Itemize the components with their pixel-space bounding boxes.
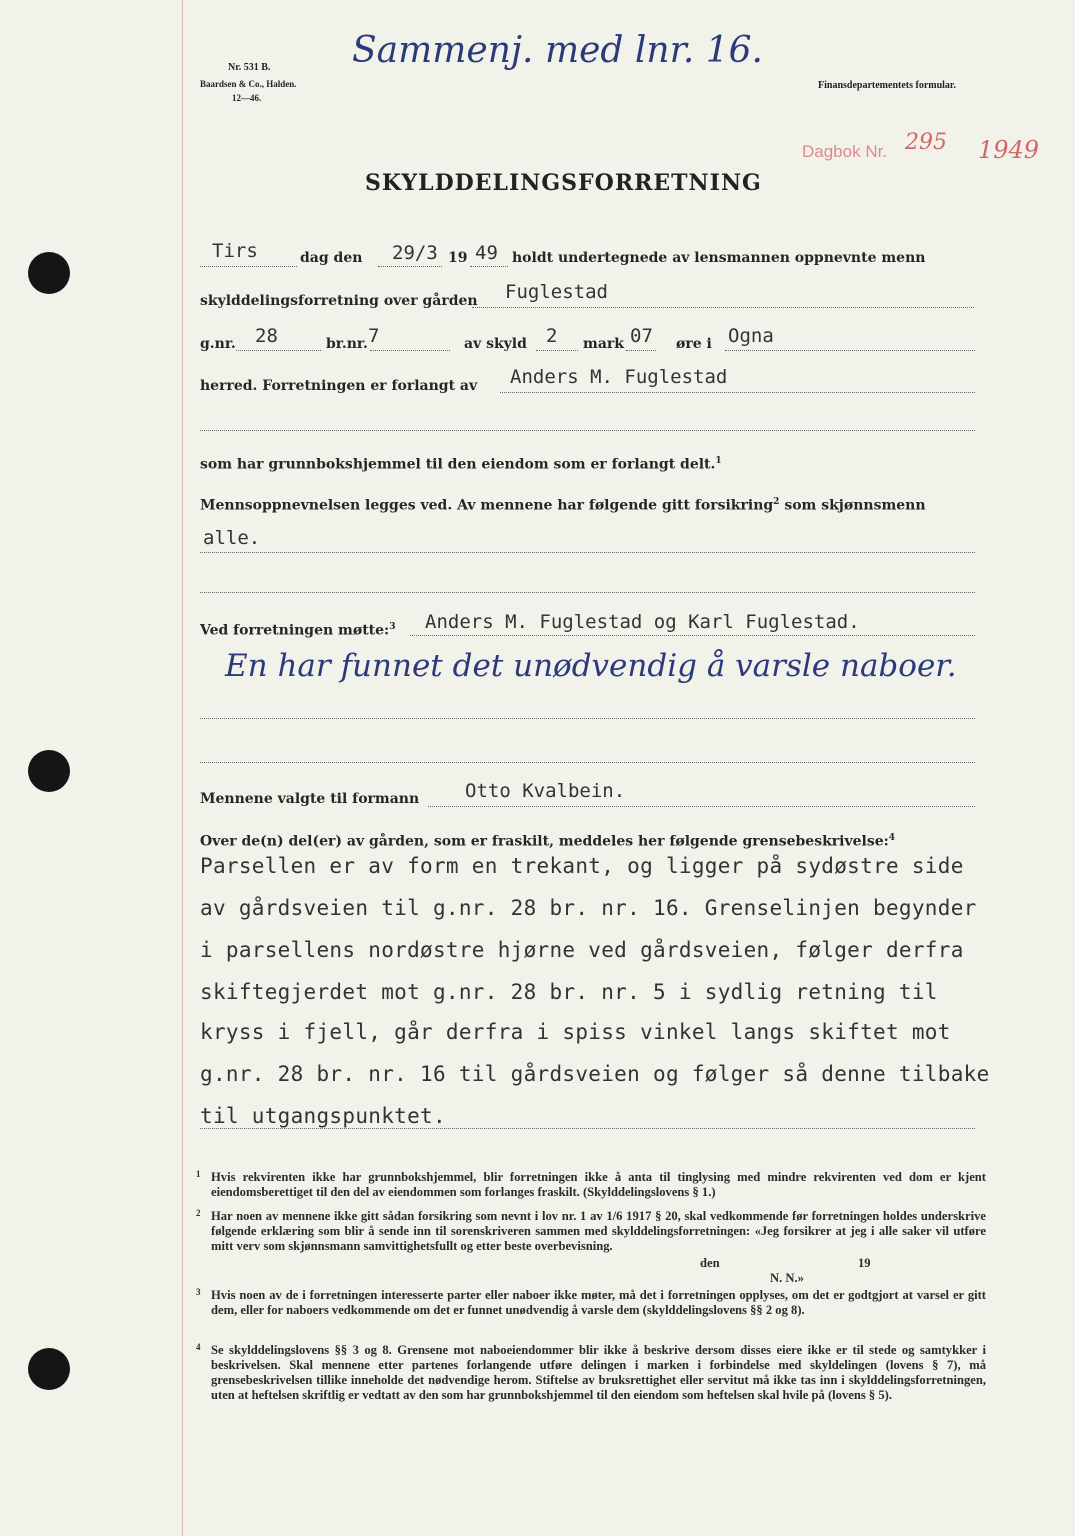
farm-value: Fuglestad bbox=[505, 281, 608, 303]
gnr-value: 28 bbox=[255, 325, 278, 347]
department-label: Finansdepartementets formular. bbox=[818, 80, 956, 91]
boundary-label: Over de(n) del(er) av gården, som er fraskilt, meddeles her følgende grensebeskrivelse:$^4$ bbox=[200, 833, 896, 850]
dagbok-number: 295 bbox=[905, 130, 947, 155]
mark-label: mark bbox=[583, 336, 624, 352]
requested-by-label: herred. Forretningen er forlangt av bbox=[200, 378, 478, 394]
day-value: Tirs bbox=[212, 240, 258, 262]
ore-value: Ogna bbox=[728, 325, 774, 347]
chairman-value: Otto Kvalbein. bbox=[465, 780, 626, 802]
handwritten-note: Sammenj. med lnr. 16. bbox=[352, 30, 763, 71]
farm-label: skylddelingsforretning over gården bbox=[200, 293, 478, 309]
skyld-value: 2 bbox=[546, 325, 558, 347]
chairman-label: Mennene valgte til formann bbox=[200, 791, 420, 807]
footnote2-den: den bbox=[700, 1256, 720, 1270]
ore-label: øre i bbox=[676, 336, 712, 352]
date-value: 29/3 bbox=[392, 242, 438, 264]
description-line: skiftegjerdet mot g.nr. 28 br. nr. 5 i sydlig retning til bbox=[200, 980, 938, 1004]
skyld-label: av skyld bbox=[464, 336, 527, 352]
description-line: Parsellen er av form en trekant, og ligger på sydøstre side bbox=[200, 854, 964, 878]
requested-by-value: Anders M. Fuglestad bbox=[510, 366, 728, 388]
description-line: i parsellens nordøstre hjørne ved gårdsveien, følger derfra bbox=[200, 938, 964, 962]
punch-hole bbox=[28, 252, 70, 294]
description-line: av gårdsveien til g.nr. 28 br. nr. 16. Grenselinjen begynder bbox=[200, 896, 977, 920]
brnr-label: br.nr. bbox=[326, 336, 368, 352]
mark-value: 07 bbox=[630, 325, 653, 347]
grunnbok-text: som har grunnbokshjemmel til den eiendom som er forlangt delt.$^1$ bbox=[200, 456, 722, 473]
dagbok-year: 1949 bbox=[978, 136, 1040, 164]
margin-rule bbox=[182, 0, 183, 1536]
punch-hole bbox=[28, 750, 70, 792]
form-number: Nr. 531 B. bbox=[228, 62, 271, 73]
attendees-label: Ved forretningen møtte:$^3$ bbox=[200, 622, 396, 639]
year-prefix: 19 bbox=[448, 250, 468, 266]
description-line: til utgangspunktet. bbox=[200, 1104, 446, 1128]
description-line: g.nr. 28 br. nr. 16 til gårdsveien og følger så denne tilbake bbox=[200, 1062, 990, 1086]
document-page: Nr. 531 B. Baardsen & Co., Halden. 12—46. Sammenj. med lnr. 16. Finansdepartementets formular. Dagbok Nr. 295 1949 SKYLDDELINGSFORRETNING Tirs dag den 29/3 19 49 holdt undertegnede av lensmannen oppnevnte menn skylddelingsforretning over gården Fuglestad g.nr. 28 br.nr. 7 av skyld 2 mark 07 øre i Ogna herred. Forretningen er forlangt av Anders M. Fuglestad som har grunnbokshjemmel til den eiendom som er forlangt delt.$^1$ Mennsoppnevnelsen legges ved. Av mennene har følgende gitt forsikring$^2$ som skjønnsmenn alle. Ved forretningen møtte:$^3$ Anders M. Fuglestad og Karl Fuglestad. En har funnet det unødvendig å varsle naboer. Mennene valgte til formann Otto Kvalbein. Over de(n) del(er) av gården, som er fraskilt, meddeles her følgende grensebeskrivelse:$^4$ Parsellen er av form en trekant, og ligger på sydøstre side av gårdsveien til g.nr. 28 br. nr. 16. Grenselinjen begynder i parsellens nordøstre hjørne ved gårdsveien, følger derfra skiftegjerdet mot g.nr. 28 br. nr. 5 i sydlig retning til kryss i fjell, går derfra i spiss vinkel langs skiftet mot g.nr. 28 br. nr. 16 til gårdsveien og følger så denne tilbake til utgangspunktet. 1 Hvis rekvirenten ikke har grunnbokshjemmel, blir forretningen ikke å anta til tinglysing med mindre rekvirenten ved dom er kjent eiendomsberettiget til den del av eiendommen som forlanges fraskilt. (Skylddelingslovens § 1.) 2 Har noen av mennene ikke gitt sådan forsikring som nevnt i lov nr. 1 av 1/6 1917 § 20, skal vedkommende før forretningen holdes underskrive følgende erklæring som blir å sende inn til sorenskriveren sammen med skylddelingsforretningen: «Jeg forsikrer at jeg i alle saker vil utføre mitt verv som skjønnsmann samvittighetsfullt og etter beste overbevisning. den 19 N. N.» 3 Hvis noen av de i forretningen interesserte parter eller naboer ikke møter, må det i forretningen opplyses, om det er godtgjort at varsel er gitt dem, eller for naboers vedkommende om det er funnet unødvendig å varsle dem (skylddelingslovens §§ 2 og 8). 4 Se skylddelingslovens §§ 3 og 8. Grensene mot naboeiendommer blir ikke å beskrive dersom disses eiere ikke er til stede og samtykker i beskrivelsen. Skal mennene etter partenes forlangende utføre delingen i marken i forbindelse med skyldelingen (lovens § 7), må grensebeskrivelsen tillike inneholde det nødvendige herom. Stiftelse av bruksrettighet eller servitut må ikke tas inn i skylddelingsforretningen, uten at heftelsen skriftlig er vedtatt av den som har grunnbokshjemmel til den eiendom som heftelsen skal hvile på (lovens § 5). bbox=[0, 0, 1075, 1536]
brnr-value: 7 bbox=[368, 325, 380, 347]
forsikring-text: Mennsoppnevnelsen legges ved. Av mennene har følgende gitt forsikring$^2$ som skjønnsmenn bbox=[200, 497, 926, 514]
footnote2-year: 19 bbox=[858, 1256, 871, 1270]
footnote2-signature: N. N.» bbox=[770, 1271, 804, 1285]
skjonnsmenn-value: alle. bbox=[203, 527, 261, 549]
print-date: 12—46. bbox=[232, 93, 262, 103]
dagbok-stamp: Dagbok Nr. bbox=[802, 142, 888, 161]
dag-den-label: dag den bbox=[300, 250, 363, 266]
line1-text: holdt undertegnede av lensmannen oppnevnte menn bbox=[512, 250, 926, 266]
punch-hole bbox=[28, 1348, 70, 1390]
handwritten-remark: En har funnet det unødvendig å varsle naboer. bbox=[225, 648, 957, 684]
printer: Baardsen & Co., Halden. bbox=[200, 79, 297, 89]
attendees-value: Anders M. Fuglestad og Karl Fuglestad. bbox=[425, 611, 860, 633]
year-value: 49 bbox=[475, 242, 498, 264]
description-line: kryss i fjell, går derfra i spiss vinkel langs skiftet mot bbox=[200, 1020, 951, 1044]
gnr-label: g.nr. bbox=[200, 336, 236, 352]
document-title: SKYLDDELINGSFORRETNING bbox=[365, 170, 762, 196]
